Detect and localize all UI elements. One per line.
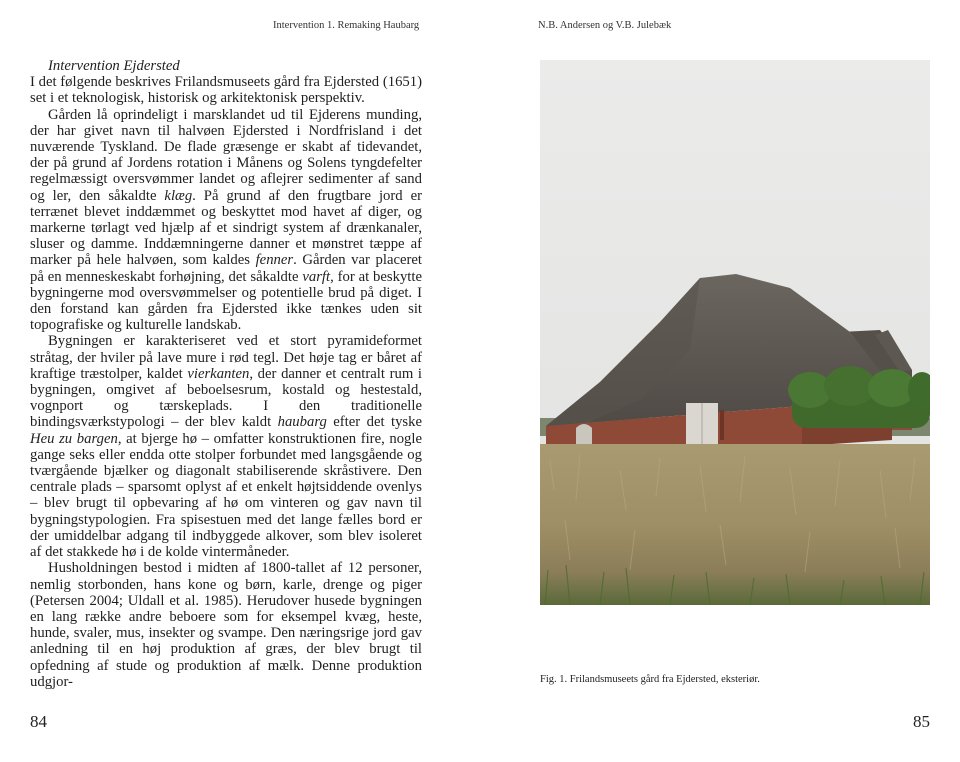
italic-term: klæg bbox=[164, 187, 193, 204]
section-subheading: Intervention Ejdersted bbox=[48, 58, 180, 74]
italic-term: fenner bbox=[255, 252, 294, 269]
text-run: , der danner et centralt rum i bygningen, omgivet af beboelsesrum, kostald og hestestald, vognport og tærskeplads. I den traditionelle bindingsværkstypologi – der blev kaldt bbox=[30, 365, 422, 431]
italic-term: varft bbox=[302, 268, 331, 285]
body-paragraph bbox=[30, 74, 422, 106]
italic-term: haubarg bbox=[277, 414, 327, 431]
text-run: , at bjerge hø – omfatter konstruktionen fire, nogle gange seks eller endda otte stolper forbundet med langsgående og tværgående bjælker og diagonalt stabiliserende skråstivere. Den centrale plads – sparsomt oplyst af et enkelt højtsiddende ovenlys – blev brugt til opbevaring af hø om vinteren og gav navn til bygningstypologien. Fra spisestuen med det lange fælles bord er der umiddelbar adgang til indbyggede alkover, som blev isoleret af det stakkede hø i de kolde vintermåneder. bbox=[30, 430, 423, 561]
page-number-right: 85 bbox=[913, 712, 930, 731]
text-run: efter det tyske bbox=[326, 414, 422, 431]
italic-term: vierkanten bbox=[187, 365, 250, 382]
body-paragraph bbox=[30, 560, 422, 690]
page-number-left: 84 bbox=[30, 712, 47, 731]
article-body bbox=[30, 58, 422, 690]
text-run: . På grund af den frugtbare jord er terrænet blevet inddæmmet og beskyttet mod havet af diger, og markerne tørlagt ved hjælp af et sindrigt system af drænkanaler, sluser og damme. Inddæmningerne danner et mønstret tæppe af marker på hele halvøen, som kaldes bbox=[30, 187, 422, 269]
running-header-left: Intervention 1. Remaking Haubarg bbox=[273, 20, 420, 31]
text-run: , for at beskytte bygningerne mod oversvømmelser og potentielle brud på diget. I den forstand kan gården fra Ejdersted ikke tænkes uden sit topografiske og kulturelle landskab. bbox=[30, 268, 422, 334]
text-run: Gården lå oprindeligt i marsklandet ud til Ejderens munding, der har givet navn til halvøen Ejdersted i Nordfrisland i det nuværende Tyskland. De flade græsenge er skabt af tidevandet, der på grund af Jordens rotation i Månens og Solens tyngdefelter regelmæssigt oversvømmer landet og aflejrer sedimenter af sand og ler, den såkaldte bbox=[30, 106, 422, 204]
farmhouse-photo bbox=[540, 60, 930, 605]
text-run: Bygningen er karakteriseret ved et stort pyramideformet stråtag, der hviler på lave mure i rød tegl. Det høje tag er båret af kraftige træstolper, kaldet bbox=[30, 333, 422, 382]
running-header-right: N.B. Andersen og V.B. Julebæk bbox=[538, 20, 672, 31]
italic-term: Heu zu bargen bbox=[30, 430, 118, 447]
figure-caption: Fig. 1. Frilandsmuseets gård fra Ejdersted, eksteriør. bbox=[540, 674, 760, 685]
text-run: I det følgende beskrives Frilandsmuseets gård fra Ejdersted (1651) set i et teknologisk, historisk og arkitektonisk perspektiv. bbox=[30, 74, 422, 107]
body-paragraph bbox=[30, 333, 422, 560]
body-paragraph bbox=[30, 107, 422, 334]
text-run: . Gården var placeret på en menneskeskabt forhøjning, det såkaldte bbox=[30, 252, 422, 285]
text-run: Husholdningen bestod i midten af 1800-tallet af 12 personer, nemlig storbonden, hans kone og børn, karle, drenge og piger (Petersen 2004; Uldall et al. 1985). Herudover husede bygningen en lang række andre beboere som for eksempel kvæg, heste, hunde, svaler, mus, insekter og svampe. Den næringsrige jord gav anledning til en høj produktion af græs, der blev brugt til opfedning af stude og produktion af mælk. Denne produktion udgjor- bbox=[30, 560, 422, 690]
